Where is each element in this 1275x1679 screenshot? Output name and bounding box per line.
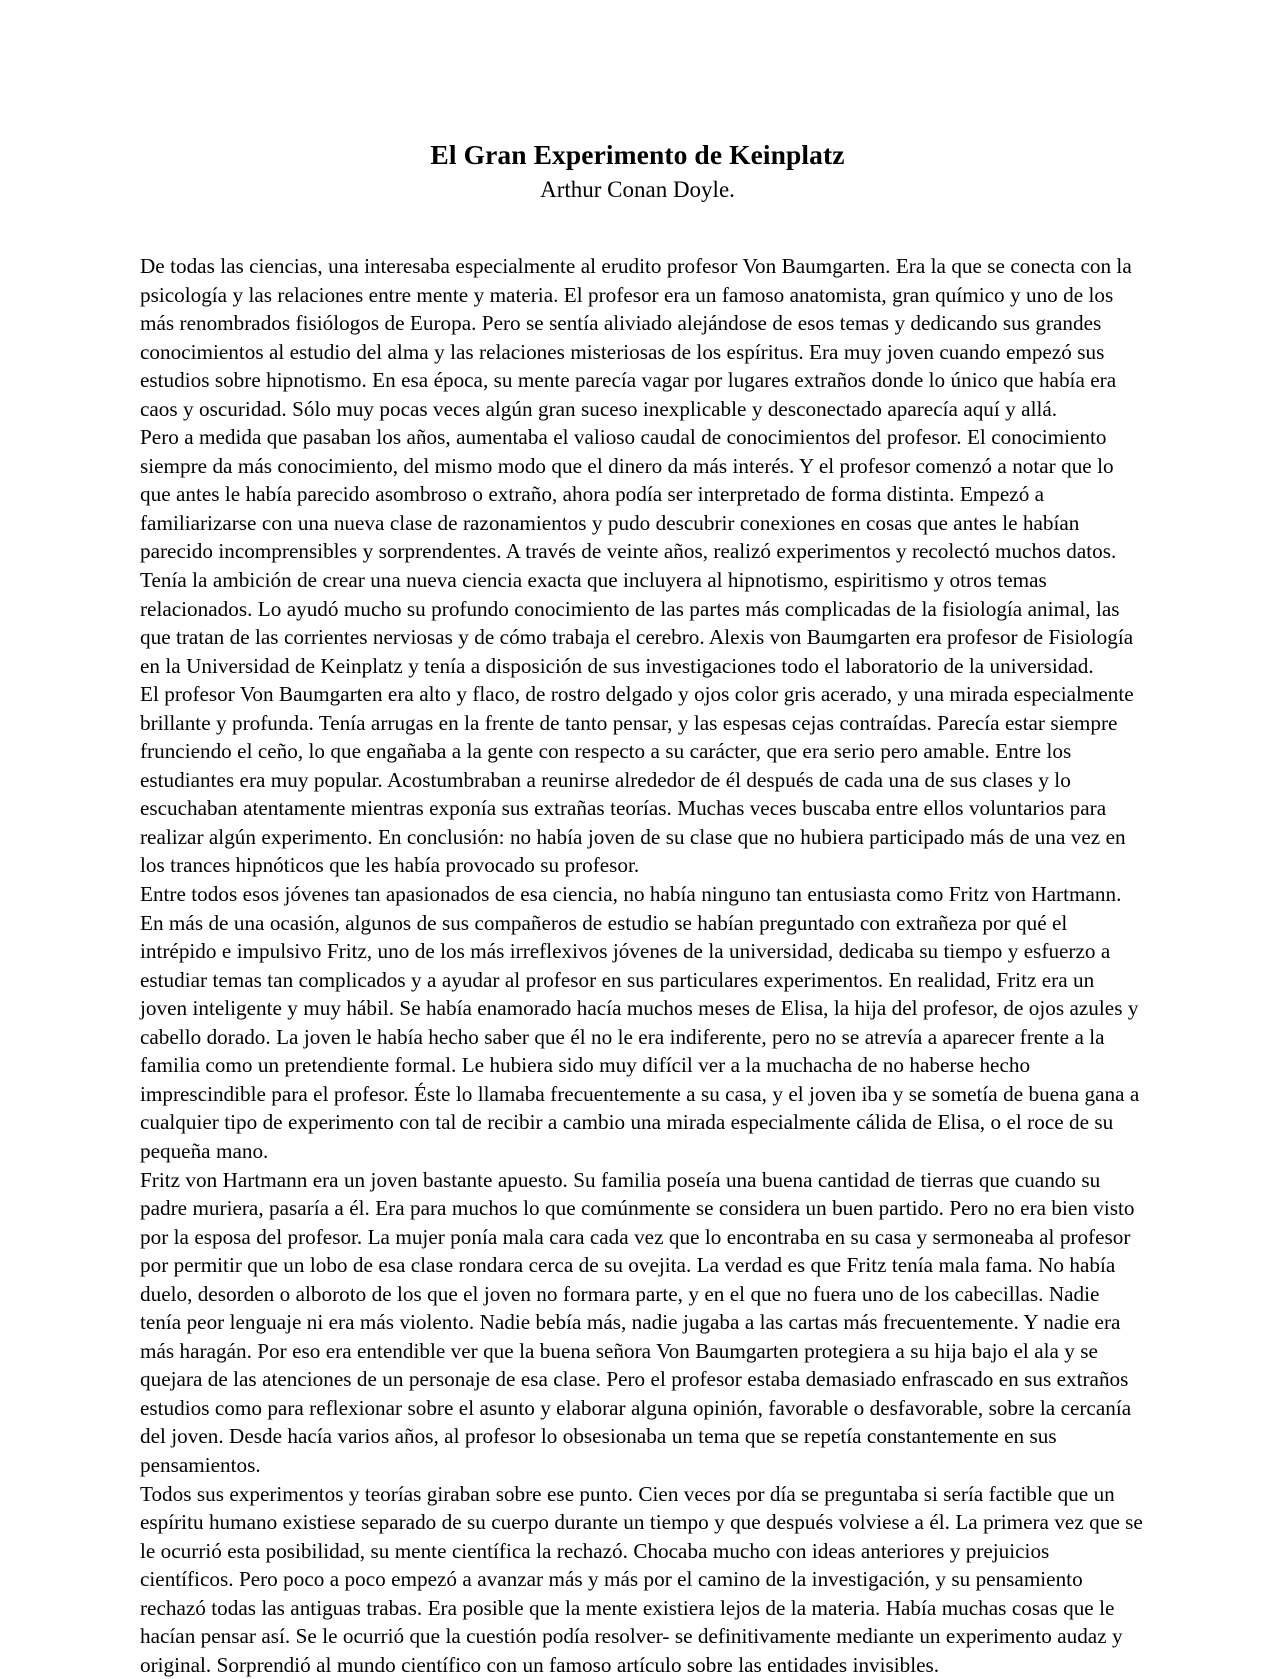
paragraph: Pero a medida que pasaban los años, aumentaba el valioso caudal de conocimientos del profesor. El conocimiento siempre da más conocimiento, del mismo modo que el dinero da más interés. Y el profesor comenzó a notar que lo que antes le había parecido asombroso o extraño, ahora podía ser interpretado de forma distinta. Empezó a familiarizarse con una nueva clase de razonamientos y pudo descubrir conexiones en cosas que antes le habían parecido incomprensibles y sorprendentes. A través de veinte años, realizó experimentos y recolectó muchos datos. Tenía la ambición de crear una nueva ciencia exacta que incluyera al hipnotismo, espiritismo y otros temas relacionados. Lo ayudó mucho su profundo conocimiento de las partes más complicadas de la fisiología animal, las que tratan de las corrientes nerviosas y de cómo trabaja el cerebro. Alexis von Baumgarten era profesor de Fisiología en la Universidad de Keinplatz y tenía a disposición de sus investigaciones todo el laboratorio de la universidad. (140, 425, 1134, 678)
paragraph: Fritz von Hartmann era un joven bastante apuesto. Su familia poseía una buena cantidad de tierras que cuando su padre muriera, pasaría a él. Era para muchos lo que comúnmente se considera un buen partido. Pero no era bien visto por la esposa del profesor. La mujer ponía mala cara cada vez que lo encontraba en su casa y sermoneaba al profesor por permitir que un lobo de esa clase rondara cerca de su ovejita. La verdad es que Fritz tenía mala fama. No había duelo, desorden o alboroto de los que el joven no formara parte, y en el que no fuera uno de los cabecillas. Nadie tenía peor lenguaje ni era más violento. Nadie bebía más, nadie jugaba a las cartas más frecuentemente. Y nadie era más haragán. Por eso era entendible ver que la buena señora Von Baumgarten protegiera a su hija bajo el ala y se quejara de las atenciones de un personaje de esa clase. Pero el profesor estaba demasiado enfrascado en sus extraños estudios como para reflexionar sobre el asunto y elaborar alguna opinión, favorable o desfavorable, sobre la cercanía del joven. Desde hacía varios años, al profesor lo obsesionaba un tema que se repetía constantemente en sus pensamientos. (140, 1167, 1135, 1477)
paragraph: De todas las ciencias, una interesaba especialmente al erudito profesor Von Baumgarten. Era la que se conecta con la psicología y las relaciones entre mente y materia. El profesor era un famoso anatomista, gran químico y uno de los más renombrados fisiólogos de Europa. Pero se sentía aliviado alejándose de esos temas y dedicando sus grandes conocimientos al estudio del alma y las relaciones misteriosas de los espíritus. Era muy joven cuando empezó sus estudios sobre hipnotismo. En esa época, su mente parecía vagar por lugares extraños donde lo único que había era caos y oscuridad. Sólo muy pocas veces algún gran suceso inexplicable y desconectado aparecía aquí y allá. (140, 254, 1132, 421)
document-header (0, 0, 1275, 204)
page-title: El Gran Experimento de Keinplatz (430, 139, 845, 170)
author-byline: Arthur Conan Doyle. (540, 176, 735, 202)
paragraph: Entre todos esos jóvenes tan apasionados de esa ciencia, no había ninguno tan entusiasta como Fritz von Hartmann. En más de una ocasión, algunos de sus compañeros de estudio se habían preguntado con extrañeza por qué el intrépido e impulsivo Fritz, uno de los más irreflexivos jóvenes de la universidad, dedicaba su tiempo y esfuerzo a estudiar temas tan complicados y a ayudar al profesor en sus particulares experimentos. En realidad, Fritz era un joven inteligente y muy hábil. Se había enamorado hacía muchos meses de Elisa, la hija del profesor, de ojos azules y cabello dorado. La joven le había hecho saber que él no le era indiferente, pero no se atrevía a aparecer frente a la familia como un pretendiente formal. Le hubiera sido muy difícil ver a la muchacha de no haberse hecho imprescindible para el profesor. Éste lo llamaba frecuentemente a su casa, y el joven iba y se sometía de buena gana a cualquier tipo de experimento con tal de recibir a cambio una mirada especialmente cálida de Elisa, o el roce de su pequeña mano. (140, 882, 1140, 1163)
paragraph: El profesor Von Baumgarten era alto y flaco, de rostro delgado y ojos color gris acerado, y una mirada especialmente brillante y profunda. Tenía arrugas en la frente de tanto pensar, y las espesas cejas contraídas. Parecía estar siempre frunciendo el ceño, lo que engañaba a la gente con respecto a su carácter, que era serio pero amable. Entre los estudiantes era muy popular. Acostumbraban a reunirse alrededor de él después de cada una de sus clases y lo escuchaban atentamente mientras exponía sus extrañas teorías. Muchas veces buscaba entre ellos voluntarios para realizar algún experimento. En conclusión: no había joven de su clase que no hubiera participado más de una vez en los trances hipnóticos que les había provocado su profesor. (140, 682, 1134, 878)
document-body (140, 252, 1145, 1679)
paragraph: Todos sus experimentos y teorías giraban sobre ese punto. Cien veces por día se preguntaba si sería factible que un espíritu humano existiese separado de su cuerpo durante un tiempo y que después volviese a él. La primera vez que se le ocurrió esta posibilidad, su mente científica la rechazó. Chocaba mucho con ideas anteriores y prejuicios científicos. Pero poco a poco empezó a avanzar más y más por el camino de la investigación, y su pensamiento rechazó todas las antiguas trabas. Era posible que la mente existiera lejos de la materia. Había muchas cosas que le hacían pensar así. Se le ocurrió que la cuestión podía resolver- se definitivamente mediante un experimento audaz y original. Sorprendió al mundo científico con un famoso artículo sobre las entidades invisibles. (140, 1481, 1143, 1677)
